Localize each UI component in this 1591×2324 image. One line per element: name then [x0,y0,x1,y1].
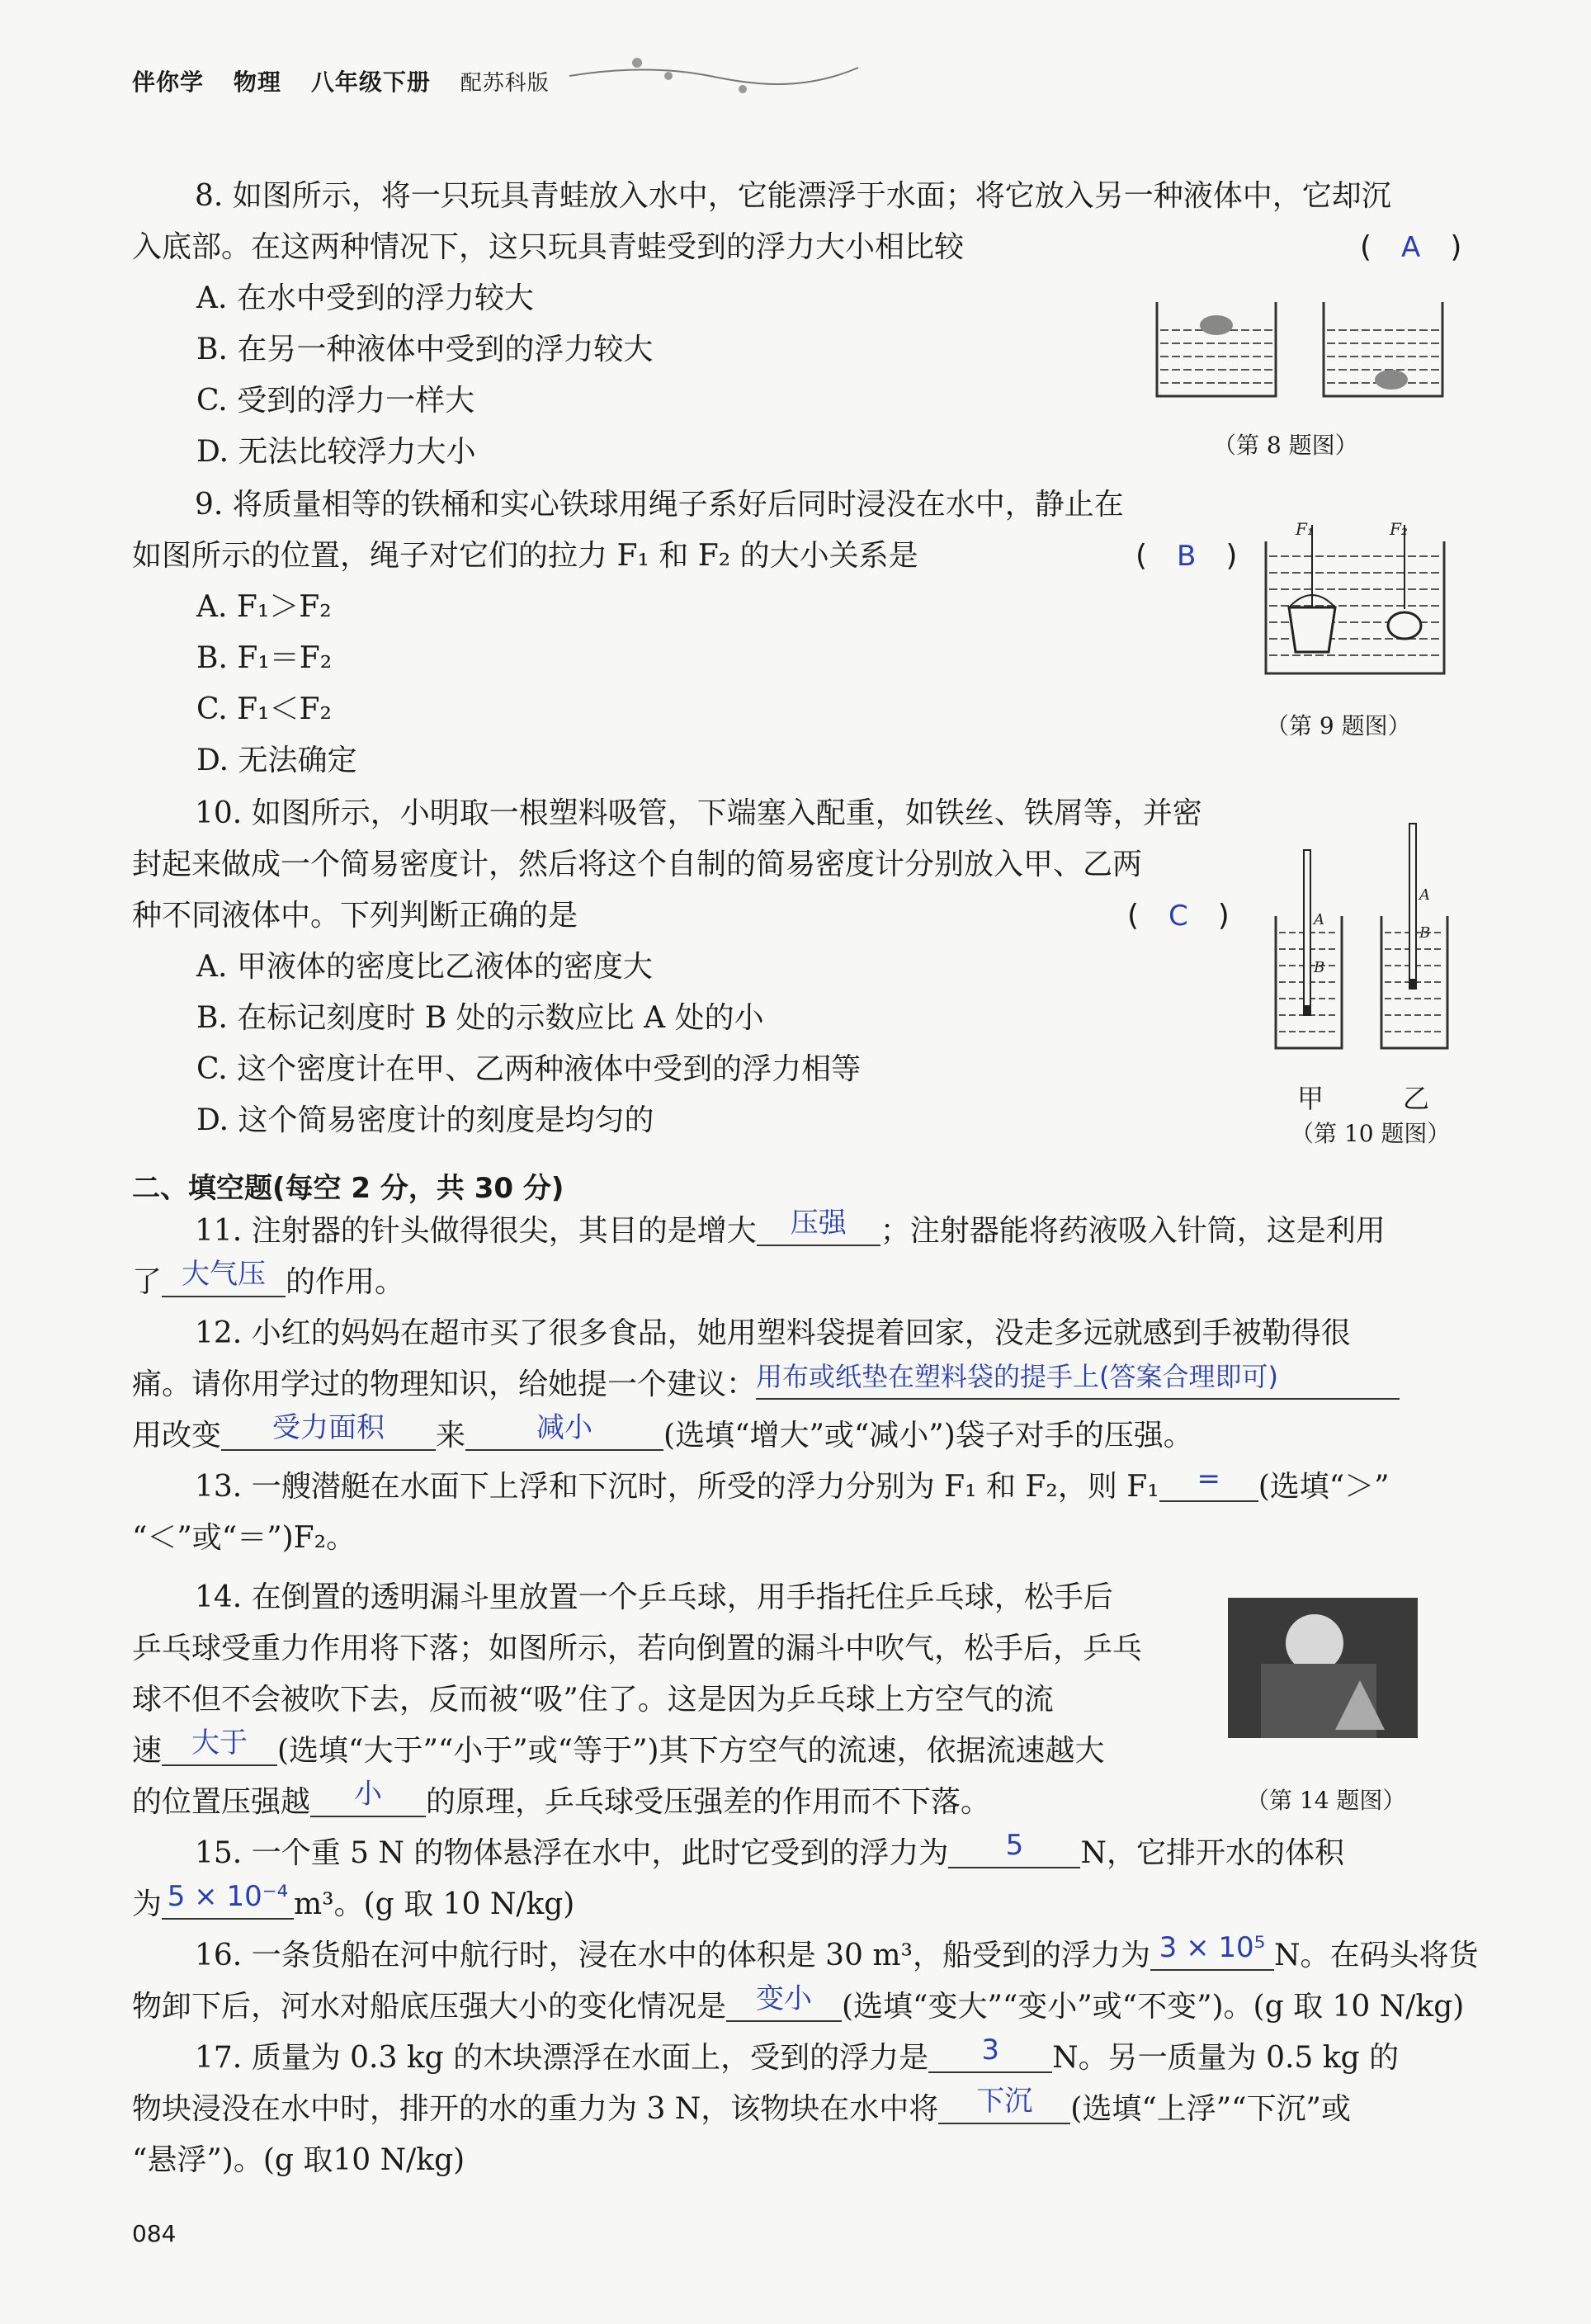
q15-blank1: 5 [948,1837,1080,1868]
q9-answer: B [1177,540,1197,573]
q10-line3: 种不同液体中。下列判断正确的是 [132,899,578,933]
q9-line1: 9. 将质量相等的铁桶和实心铁球用绳子系好后同时浸没在水中，静止在 [195,488,1124,522]
q13-blank1: = [1159,1471,1258,1502]
q12-line3: 用改变 受力面积 来 减小 (选填“增大”或“减小”)袋子对手的压强。 [132,1411,1193,1452]
q10-label-yi: 乙 [1403,1083,1430,1114]
q10-caption: （第 10 题图） [1291,1120,1451,1147]
book-title: 伴你学 [132,68,205,96]
q10-option-c: C. 这个密度计在甲、乙两种液体中受到的浮力相等 [196,1052,862,1086]
q9-option-c: C. F₁＜F₂ [196,692,332,726]
q10-label-a-jia: A [1314,911,1324,928]
q14-line2: 乒乓球受重力作用将下落；如图所示，若向倒置的漏斗中吹气，松手后，乒乓 [132,1632,1143,1665]
q17-blank1: 3 [928,2042,1052,2073]
q10-answer-paren: ( C ) [1127,899,1230,933]
q8-figure [1152,297,1449,404]
q15-line1: 15. 一个重 5 N 的物体悬浮在水中，此时它受到的浮力为 5 N，它排开水的体积 [195,1829,1344,1870]
q9-answer-paren: ( B ) [1135,539,1238,573]
q16-blank2: 变小 [726,1991,842,2022]
q10-label-b-yi: B [1419,924,1431,942]
grade: 八年级下册 [310,68,431,96]
q12-line2: 痛。请你用学过的物理知识，给她提一个建议：用布或纸垫在塑料袋的提手上(答案合理即可) [132,1368,1400,1401]
q9-line2: 如图所示的位置，绳子对它们的拉力 F₁ 和 F₂ 的大小关系是 [132,539,918,573]
q8-answer: A [1401,231,1421,264]
q14-blank2: 小 [310,1786,426,1817]
q9-option-a: A. F₁＞F₂ [196,590,332,624]
q10-option-b: B. 在标记刻度时 B 处的示数应比 A 处的小 [196,1001,764,1035]
q16-line2: 物卸下后，河水对船底压强大小的变化情况是 变小 (选填“变大”“变小”或“不变”)。(g 取 10 N/kg) [132,1982,1465,2024]
q14-caption: （第 14 题图） [1246,1787,1406,1814]
q12-line1: 12. 小红的妈妈在超市买了很多食品，她用塑料袋提着回家，没走多远就感到手被勒得很 [195,1316,1351,1350]
q9-option-d: D. 无法确定 [196,744,357,777]
q8-option-b: B. 在另一种液体中受到的浮力较大 [196,333,654,366]
edition: 配苏科版 [460,71,550,96]
q14-blank1: 大于 [162,1735,277,1766]
q10-answer: C [1168,900,1188,933]
q15-line2: 为 5 × 10⁻⁴ m³。(g 取 10 N/kg) [132,1880,575,1921]
q10-line1: 10. 如图所示，小明取一根塑料吸管，下端塞入配重，如铁丝、铁屑等，并密 [195,796,1202,830]
q10-option-a: A. 甲液体的密度比乙液体的密度大 [196,950,653,984]
q10-option-d: D. 这个简易密度计的刻度是均匀的 [196,1103,654,1137]
q9-f2-label: F₂ [1390,519,1408,539]
q10-label-jia: 甲 [1297,1083,1324,1114]
q8-line2: 入底部。在这两种情况下，这只玩具青蛙受到的浮力大小相比较 [132,230,965,264]
q9-caption: （第 9 题图） [1266,712,1411,739]
q8-line1: 8. 如图所示，将一只玩具青蛙放入水中，它能漂浮于水面；将它放入另一种液体中，它却沉 [195,179,1391,213]
q17-line3: “悬浮”)。(g 取10 N/kg) [132,2143,465,2177]
q8-option-c: C. 受到的浮力一样大 [196,384,475,418]
q17-line2: 物块浸没在水中时，排开的水的重力为 3 N，该物块在水中将 下沉 (选填“上浮”“下沉”或 [132,2085,1351,2126]
page-number: 084 [132,2220,177,2247]
section-title: 二、填空题(每空 2 分，共 30 分) [132,1172,564,1205]
q8-option-a: A. 在水中受到的浮力较大 [196,281,534,315]
q15-blank2: 5 × 10⁻⁴ [162,1888,294,1920]
q10-label-b-jia: B [1314,959,1325,976]
q13-line2: “＜”或“＝”)F₂。 [132,1521,356,1555]
q16-line1: 16. 一条货船在河中航行时，浸在水中的体积是 30 m³，船受到的浮力为 3 × 10⁵ N。在码头将货 [195,1931,1479,1972]
q8-option-d: D. 无法比较浮力大小 [196,435,476,469]
q11-line1: 11. 注射器的针头做得很尖，其目的是增大 压强 ；注射器能将药液吸入针筒，这是利用 [195,1207,1386,1248]
q10-label-a-yi: A [1419,886,1430,904]
q12-blank3: 减小 [465,1419,663,1451]
subject: 物理 [233,68,281,96]
q11-blank1: 压强 [757,1215,880,1246]
q14-line4: 速 大于 (选填“大于”“小于”或“等于”)其下方空气的流速，依据流速越大 [132,1726,1105,1768]
q8-answer-paren: ( A ) [1360,230,1462,264]
q14-photo [1228,1598,1418,1738]
q9-option-b: B. F₁＝F₂ [196,641,333,675]
q9-figure [1261,517,1451,682]
header-decoration [569,51,866,101]
q11-line2: 了 大气压 的作用。 [132,1258,405,1299]
q14-line5: 的位置压强越 小 的原理，乒乓球受压强差的作用而不下落。 [132,1778,991,1819]
q10-line2: 封起来做成一个简易密度计，然后将这个自制的简易密度计分别放入甲、乙两 [132,848,1143,881]
q12-blank1: 用布或纸垫在塑料袋的提手上(答案合理即可) [756,1368,1400,1400]
running-header [132,64,571,97]
q9-f1-label: F₁ [1296,519,1314,539]
q10-figure [1271,817,1461,1056]
q8-caption: （第 8 题图） [1213,432,1358,459]
q12-blank2: 受力面积 [221,1419,436,1451]
q17-line1: 17. 质量为 0.3 kg 的木块漂浮在水面上，受到的浮力是 3 N。另一质量为 0.5 kg 的 [195,2034,1400,2075]
q13-line1: 13. 一艘潜艇在水面下上浮和下沉时，所受的浮力分别为 F₁ 和 F₂，则 F₁ = (选填“＞” [195,1462,1390,1504]
q14-line3: 球不但不会被吹下去，反而被“吸”住了。这是因为乒乓球上方空气的流 [132,1683,1054,1717]
q16-blank1: 3 × 10⁵ [1150,1939,1274,1971]
q14-line1: 14. 在倒置的透明漏斗里放置一个乒乓球，用手指托住乒乓球，松手后 [195,1580,1113,1614]
q11-blank2: 大气压 [162,1266,286,1297]
q17-blank2: 下沉 [938,2093,1070,2124]
